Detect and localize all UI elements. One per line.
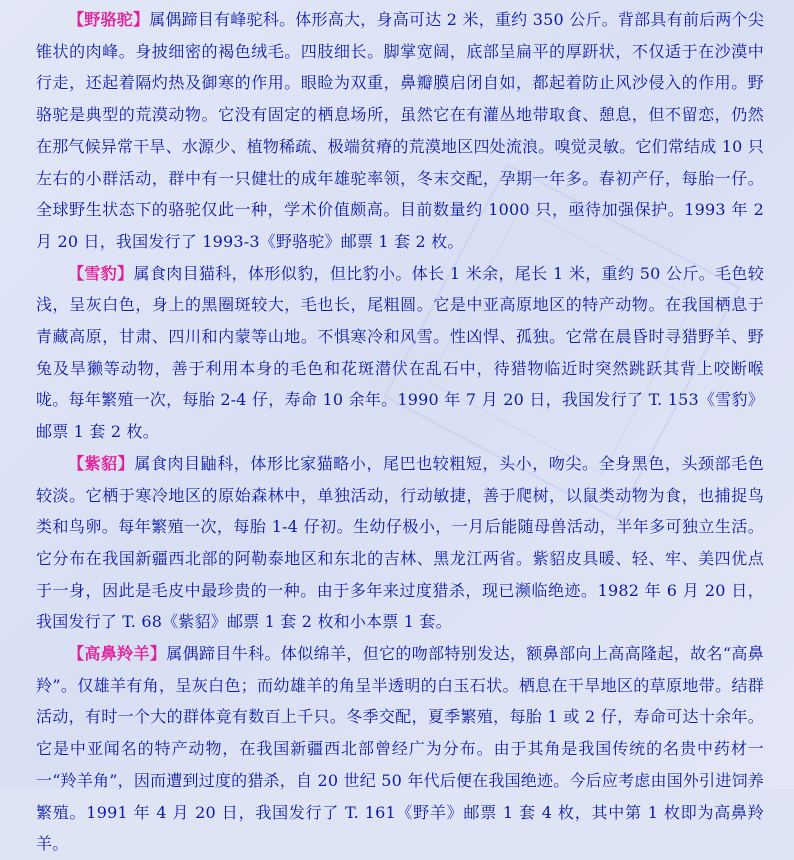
entry-text: 属偶蹄目有峰驼科。体形高大，身高可达 2 米，重约 350 公斤。背部具有前后两个尖锥状的肉峰。身披细密的褐色绒毛。四肢细长。脚掌宽阔，底部呈扁平的厚趼状，不仅适于在沙漠中行走，还起着隔灼热及御寒的作用。眼睑为双重，鼻瓣膜启闭自如，都起着防止风沙侵入的作用。野骆驼是典型的荒漠动物。它没有固定的栖息场所，虽然它在有灌丛地带取食、憩息，但不留恋，仍然在那气候异常干旱、水源少、植物稀疏、极端贫瘠的荒漠地区四处流浪。嗅觉灵敏。它们常结成 10 只左右的小群活动，群中有一只健壮的成年雄驼率领，冬末交配，孕期一年多。春初产仔，每胎一仔。全球野生状态下的骆驼仅此一种，学术价值颇高。目前数量约 1000 只，亟待加强保护。1993 年 2 月 20 日，我国发行了 1993-3《野骆驼》邮票 1 套 2 枚。 — [36, 10, 764, 251]
entry-sable — [36, 448, 764, 638]
entry-snow-leopard — [36, 258, 764, 448]
entry-term: 【高鼻羚羊】 — [68, 644, 167, 664]
entry-saiga-antelope — [36, 638, 764, 860]
entry-term: 【野骆驼】 — [68, 10, 150, 29]
entry-term: 【雪豹】 — [68, 263, 134, 283]
entry-text: 属食肉目鼬科，体形比家猫略小，尾巴也较粗短，头小，吻尖。全身黑色，头颈部毛色较淡。它栖于寒冷地区的原始森林中，单独活动，行动敏捷，善于爬树，以鼠类动物为食，也捕捉鸟类和鸟卵。每年繁殖一次，每胎 1-4 仔初。生幼仔极小，一月后能随母兽活动，半年多可独立生活。它分布在我国新疆西北部的阿勒泰地区和东北的吉林、黑龙江两省。紫貂皮具暖、轻、牢、美四优点于一身，因此是毛皮中最珍贵的一种。由于多年来过度猎杀，现已濒临绝迹。1982 年 6 月 20 日，我国发行了 T. 68《紫貂》邮票 1 套 2 枚和小本票 1 套。 — [36, 453, 764, 632]
entry-text: 属食肉目猫科，体形似豹，但比豹小。体长 1 米余，尾长 1 米，重约 50 公斤。毛色较浅，呈灰白色，身上的黑圈斑较大，毛也长，尾粗圆。它是中亚高原地区的特产动物。在我国栖息于青藏高原，甘肃、四川和内蒙等山地。不惧寒冷和风雪。性凶悍、孤独。它常在晨昏时寻猎野羊、野兔及旱獭等动物，善于利用本身的毛色和花斑潜伏在乱石中，待猎物临近时突然跳跃其背上咬断喉咙。每年繁殖一次，每胎 2-4 仔，寿命 10 余年。1990 年 7 月 20 日，我国发行了 T. 153《雪豹》邮票 1 套 2 枚。 — [36, 263, 764, 442]
entry-term: 【紫貂】 — [68, 453, 135, 473]
entry-wild-camel — [36, 4, 764, 258]
entry-text: 属偶蹄目牛科。体似绵羊，但它的吻部特别发达，额鼻部向上高高隆起，故名“高鼻羚”。仅雄羊有角，呈灰白色；而幼雄羊的角呈半透明的白玉石状。栖息在干旱地区的草原地带。结群活动，有时一个大的群体竟有数百上千只。冬季交配，夏季繁殖，每胎 1 或 2 仔，寿命可达十余年。它是中亚闻名的特产动物，在我国新疆西北部曾经广为分布。由于其角是我国传统的名贵中药材一一“羚羊角”，因而遭到过度的猎杀，自 20 世纪 50 年代后便在我国绝迹。今后应考虑由国外引进饲养繁殖。1991 年 4 月 20 日，我国发行了 T. 161《野羊》邮票 1 套 4 枚，其中第 1 枚即为高鼻羚羊。 — [36, 644, 764, 854]
